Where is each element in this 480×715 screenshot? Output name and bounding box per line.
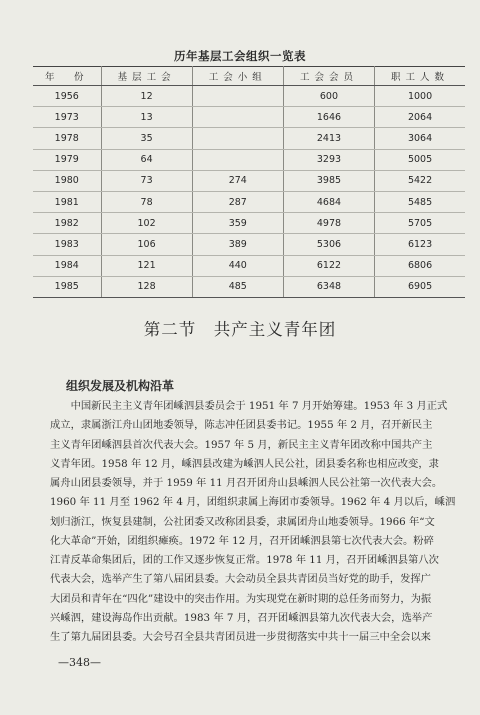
cell-year: 1985 (33, 276, 101, 297)
table-body (33, 86, 465, 298)
cell-union-members: 3293 (283, 149, 374, 170)
cell-workers: 6905 (375, 276, 465, 297)
table-row (33, 170, 465, 191)
cell-union-members: 4684 (283, 191, 374, 212)
body-line: 化大革命”开始，团组织瘫痪。1972 年 12 月，召开团嵊泗县第七次代表大会。粉碎 (50, 534, 434, 547)
table-header-row (33, 67, 465, 86)
cell-union-groups: 359 (192, 213, 283, 234)
subsection-heading: 组织发展及机构沿革 (66, 379, 175, 393)
section-heading: 第二节 共产主义青年团 (143, 320, 337, 339)
body-line: 中国新民主主义青年团嵊泗县委员会于 1951 年 7 月开始筹建。1953 年 3 月正式 (50, 400, 448, 412)
body-line: 生了第九届团县委。大会号召全县共青团员进一步贯彻落实中共十一届三中全会以来 (50, 631, 431, 643)
cell-year: 1981 (33, 191, 101, 212)
column-header-union-members: 工会会员 (283, 67, 374, 86)
cell-union-members: 5306 (283, 234, 374, 255)
cell-union-members: 3985 (283, 170, 374, 191)
table-row (33, 213, 465, 234)
cell-year: 1982 (33, 213, 101, 234)
union-statistics-table (33, 66, 465, 298)
cell-year: 1978 (33, 128, 101, 149)
cell-year: 1979 (33, 149, 101, 170)
cell-union-members: 1646 (283, 107, 374, 128)
cell-union-groups (192, 149, 283, 170)
cell-union-groups: 440 (192, 255, 283, 276)
body-line: 兴嵊泗，建设海岛作出贡献。1983 年 7 月，召开团嵊泗县第九次代表大会，选举产 (50, 611, 433, 624)
column-header-year: 年 份 (33, 67, 101, 86)
body-line: 大团员和青年在“四化”建设中的突击作用。为实现党在新时期的总任务而努力，为振 (50, 592, 432, 605)
body-paragraph (50, 397, 466, 647)
cell-workers: 5705 (375, 213, 465, 234)
cell-union-groups (192, 128, 283, 149)
body-line: 成立，隶属浙江舟山团地委领导，陈志冲任团县委书记。1955 年 2 月，召开新民主 (50, 419, 433, 432)
cell-workers: 5005 (375, 149, 465, 170)
cell-grassroots-unions: 64 (101, 149, 192, 170)
body-line: 1960 年 11 月至 1962 年 4 月，团组织隶属上海团市委领导。1962 年 4 月以后，嵊泗 (50, 496, 456, 509)
table-row (33, 276, 465, 297)
cell-year: 1983 (33, 234, 101, 255)
cell-grassroots-unions: 73 (101, 170, 192, 191)
cell-union-groups: 274 (192, 170, 283, 191)
cell-year: 1973 (33, 107, 101, 128)
cell-grassroots-unions: 35 (101, 128, 192, 149)
table-row (33, 234, 465, 255)
cell-union-members: 4978 (283, 213, 374, 234)
cell-union-groups: 389 (192, 234, 283, 255)
table-row (33, 86, 465, 107)
page-number: —348— (58, 656, 101, 669)
table-row (33, 191, 465, 212)
body-line: 属舟山团县委领导，并于 1959 年 11 月召开团舟山县嵊泗人民公社第一次代表大会。 (50, 477, 443, 489)
cell-workers: 2064 (375, 107, 465, 128)
cell-grassroots-unions: 13 (101, 107, 192, 128)
cell-union-groups (192, 86, 283, 107)
cell-year: 1980 (33, 170, 101, 191)
cell-grassroots-unions: 12 (101, 86, 192, 107)
body-line: 江青反革命集团后，团的工作又逐步恢复正常。1978 年 11 月，召开团嵊泗县第八次 (50, 554, 439, 566)
table-row (33, 128, 465, 149)
body-line: 代表大会，选举产生了第八届团县委。大会动员全县共青团员当好党的助手，发挥广 (50, 573, 431, 586)
cell-grassroots-unions: 102 (101, 213, 192, 234)
cell-year: 1956 (33, 86, 101, 107)
cell-workers: 1000 (375, 86, 465, 107)
column-header-union-groups: 工会小组 (192, 67, 283, 86)
table-row (33, 149, 465, 170)
cell-union-members: 600 (283, 86, 374, 107)
table-row (33, 255, 465, 276)
body-line: 义青年团。1958 年 12 月，嵊泗县改建为嵊泗人民公社，团县委名称也相应改变，隶 (50, 457, 439, 470)
cell-workers: 5422 (375, 170, 465, 191)
cell-grassroots-unions: 106 (101, 234, 192, 255)
cell-workers: 6123 (375, 234, 465, 255)
column-header-grassroots-unions: 基层工会 (101, 67, 192, 86)
cell-grassroots-unions: 121 (101, 255, 192, 276)
body-line: 主义青年团嵊泗县首次代表大会。1957 年 5 月，新民主主义青年团改称中国共产主 (50, 438, 433, 451)
table-title: 历年基层工会组织一览表 (174, 49, 306, 63)
cell-union-members: 6348 (283, 276, 374, 297)
body-line: 划归浙江，恢复县建制，公社团委又改称团县委，隶属团舟山地委领导。1966 年“文 (50, 515, 435, 528)
cell-union-members: 2413 (283, 128, 374, 149)
cell-union-groups (192, 107, 283, 128)
cell-workers: 6806 (375, 255, 465, 276)
cell-workers: 3064 (375, 128, 465, 149)
cell-workers: 5485 (375, 191, 465, 212)
cell-union-groups: 287 (192, 191, 283, 212)
table-row (33, 107, 465, 128)
cell-grassroots-unions: 78 (101, 191, 192, 212)
cell-grassroots-unions: 128 (101, 276, 192, 297)
cell-union-groups: 485 (192, 276, 283, 297)
cell-union-members: 6122 (283, 255, 374, 276)
column-header-workers: 职工人数 (375, 67, 465, 86)
cell-year: 1984 (33, 255, 101, 276)
